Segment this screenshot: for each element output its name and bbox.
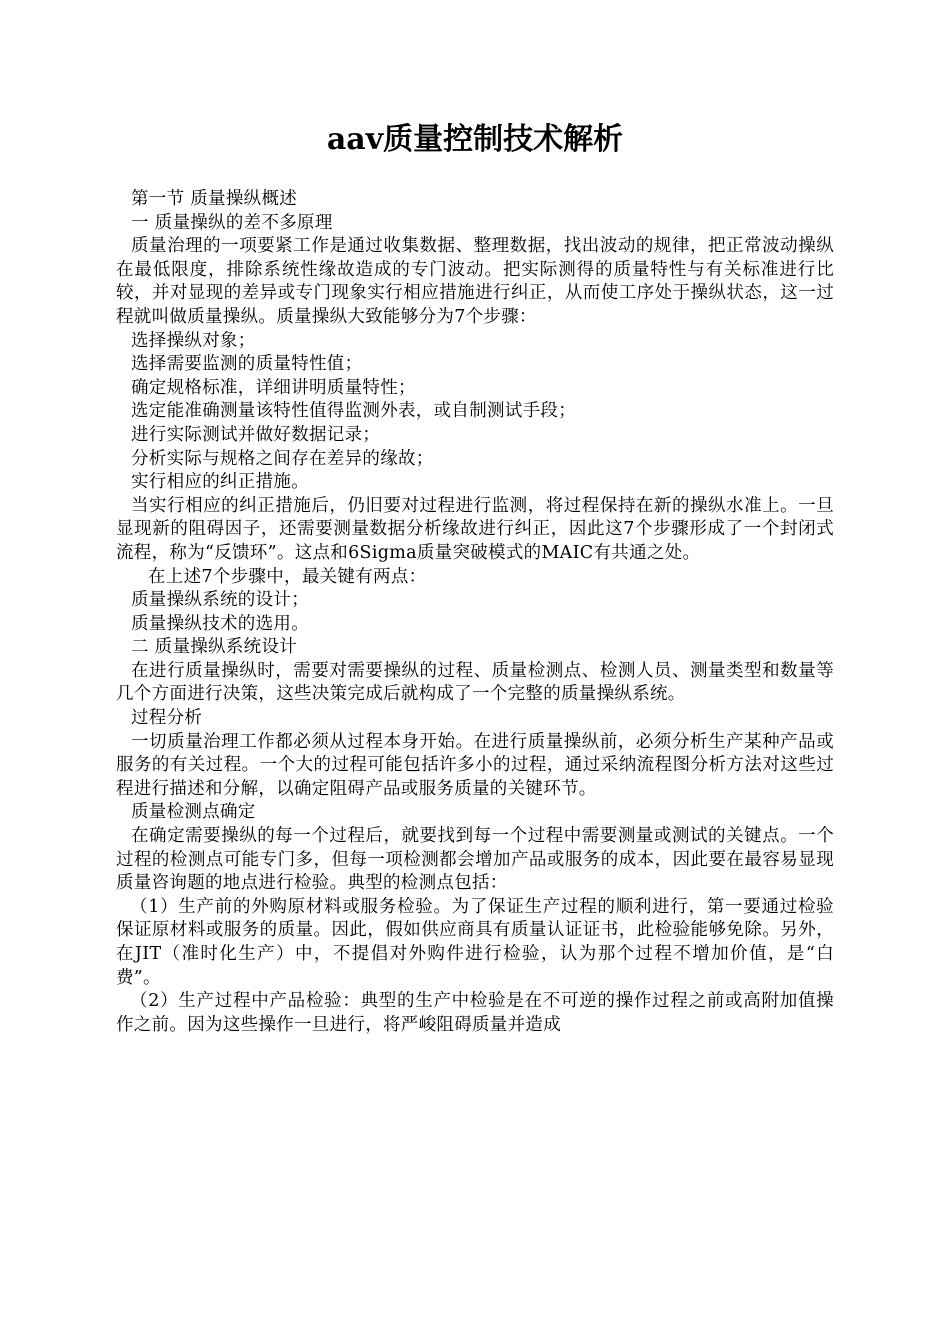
subsection-heading: 质量检测点确定 xyxy=(131,802,256,823)
subsection-heading: 过程分析 xyxy=(131,708,203,729)
subsection-heading: 一 质量操纵的差不多原理 xyxy=(131,212,333,233)
document-body xyxy=(116,188,834,1037)
paragraph: 当实行相应的纠正措施后，仍旧要对过程进行监测，将过程保持在新的操纵水准上。一旦显现新的阻碍因子，还需要测量数据分析缘故进行纠正，因此这7个步骤形成了一个封闭式流程，称为“反馈环”。这点和6Sigma质量突破模式的MAIC有共通之处。 xyxy=(116,495,834,563)
list-item: 质量操纵技术的选用。 xyxy=(131,613,309,634)
paragraph: 在确定需要操纵的每一个过程后，就要找到每一个过程中需要测量或测试的关键点。一个过程的检测点可能专门多，但每一项检测都会增加产品或服务的成本，因此要在最容易显现质量咨询题的地点进行检验。典型的检测点包括： xyxy=(116,826,834,894)
paragraph: （1）生产前的外购原材料或服务检验。为了保证生产过程的顺利进行，第一要通过检验保证原材料或服务的质量。因此，假如供应商具有质量认证证书，此检验能够免除。另外，在JIT（准时化生产）中，不提倡对外购件进行检验，认为那个过程不增加价值，是“白费”。 xyxy=(116,896,834,988)
list-item: 选择需要监测的质量特性值； xyxy=(131,354,363,375)
paragraph: 一切质量治理工作都必须从过程本身开始。在进行质量操纵前，必须分析生产某种产品或服务的有关过程。一个大的过程可能包括许多小的过程，通过采纳流程图分析方法对这些过程进行描述和分解，以确定阻碍产品或服务质量的关键环节。 xyxy=(116,731,834,799)
list-item: 实行相应的纠正措施。 xyxy=(131,472,309,493)
document-title: aav质量控制技术解析 xyxy=(326,122,624,157)
section-heading: 第一节 质量操纵概述 xyxy=(131,189,298,209)
list-item: 选择操纵对象； xyxy=(131,330,256,351)
list-item: 质量操纵系统的设计； xyxy=(131,590,309,611)
list-item: 确定规格标准，详细讲明质量特性； xyxy=(131,377,416,398)
paragraph: 质量治理的一项要紧工作是通过收集数据、整理数据，找出波动的规律，把正常波动操纵在最低限度，排除系统性缘故造成的专门波动。把实际测得的质量特性与有关标准进行比较，并对显现的差异或专门现象实行相应措施进行纠正，从而使工序处于操纵状态，这一过程就叫做质量操纵。质量操纵大致能够分为7个步骤： xyxy=(116,236,834,327)
paragraph: （2）生产过程中产品检验：典型的生产中检验是在不可逆的操作过程之前或高附加值操作之前。因为这些操作一旦进行，将严峻阻碍质量并造成 xyxy=(116,991,834,1035)
paragraph: 在进行质量操纵时，需要对需要操纵的过程、质量检测点、检测人员、测量类型和数量等几个方面进行决策，这些决策完成后就构成了一个完整的质量操纵系统。 xyxy=(116,660,834,705)
list-item: 进行实际测试并做好数据记录； xyxy=(131,424,381,445)
list-item: 分析实际与规格之间存在差异的缘故； xyxy=(131,448,434,469)
subsection-heading: 二 质量操纵系统设计 xyxy=(131,637,298,658)
list-item: 选定能准确测量该特性值得监测外表，或自制测试手段； xyxy=(131,401,576,422)
paragraph: 在上述7个步骤中，最关键有两点： xyxy=(148,566,427,587)
